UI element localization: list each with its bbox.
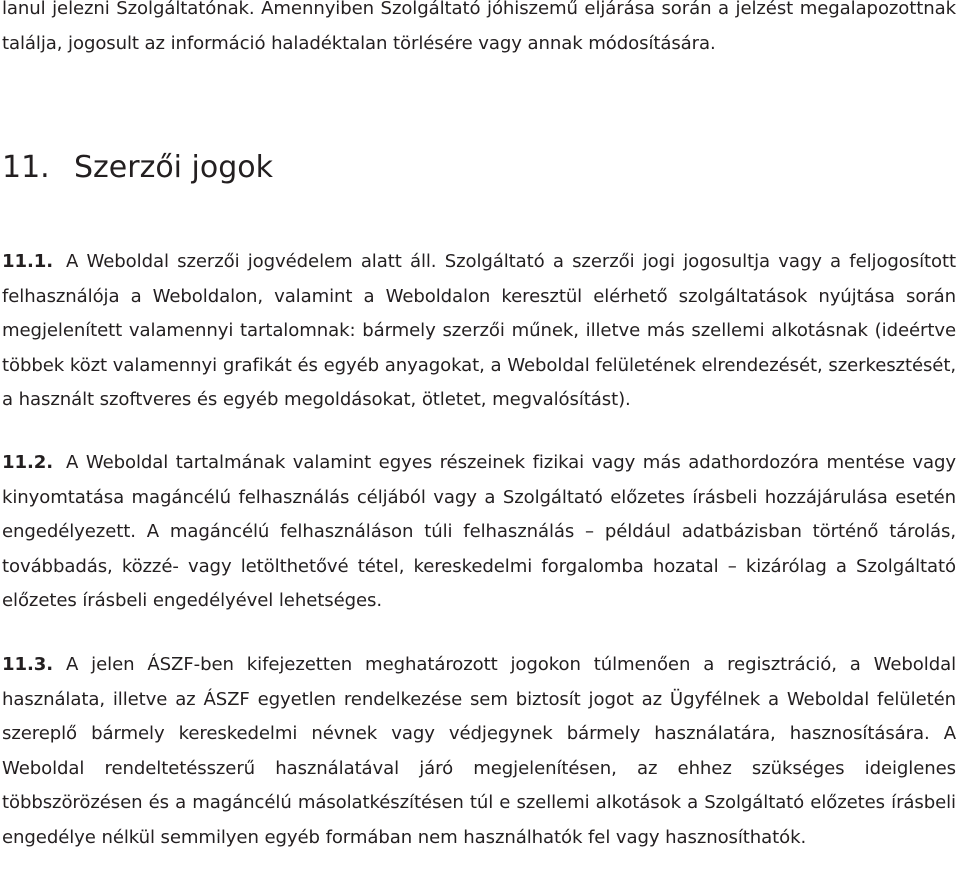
section-heading [2, 150, 273, 186]
paragraph-11-2 [2, 446, 956, 619]
paragraph-number: 11.3. [2, 654, 54, 675]
paragraph-number: 11.1. [2, 251, 54, 272]
intro-paragraph: lanul jelezni Szolgáltatónak. Amennyiben Szolgáltató jóhiszemű eljárása során a jelzést megalapozottnak találja, jogosult az információ haladéktalan törlésére vagy annak módosítására. [2, 0, 956, 54]
section-title: Szerzői jogok [74, 150, 274, 185]
paragraph-text: A Weboldal tartalmának valamint egyes részeinek fizikai vagy más adathordozóra mentése vagy kinyomtatása magáncélú felhasználás céljából vagy a Szolgáltató előzetes írásbeli hozzájárulása esetén engedélyezett. A magáncélú felhasználáson túli felhasználás – például adatbázisban történő tárolás, továbbadás, közzé- vagy letölthetővé tétel, kereskedelmi forgalomba hozatal – kizárólag a Szolgáltató előzetes írásbeli engedélyével lehetséges. [2, 452, 956, 612]
paragraph-text: A Weboldal szerzői jogvédelem alatt áll. Szolgáltató a szerzői jogi jogosultja vagy a feljogosított felhasználója a Weboldalon, valamint a Weboldalon keresztül elérhető szolgáltatások nyújtása során megjelenített valamennyi tartalomnak: bármely szerzői műnek, illetve más szellemi alkotásnak (ideértve többek közt valamennyi grafikát és egyéb anyagokat, a Weboldal felületének elrendezését, szerkesztését, a használt szoftveres és egyéb megoldásokat, ötletet, megvalósítást). [2, 251, 956, 411]
section-number: 11. [2, 150, 50, 185]
paragraph-11-3 [2, 648, 956, 856]
paragraph-11-1 [2, 245, 956, 418]
paragraph-number: 11.2. [2, 452, 54, 473]
paragraph-text: A jelen ÁSZF-ben kifejezetten meghatározott jogokon túlmenően a regisztráció, a Weboldal használata, illetve az ÁSZF egyetlen rendelkezése sem biztosít jogot az Ügyfélnek a Weboldal felületén szereplő bármely kereskedelmi névnek vagy védjegynek bármely használatára, hasznosítására. A Weboldal rendeltetésszerű használatával járó megjelenítésen, az ehhez szükséges ideiglenes többszörözésen és a magáncélú másolatkészítésen túl e szellemi alkotások a Szolgáltató előzetes írásbeli engedélye nélkül semmilyen egyéb formában nem használhatók fel vagy hasznosíthatók. [2, 654, 956, 848]
